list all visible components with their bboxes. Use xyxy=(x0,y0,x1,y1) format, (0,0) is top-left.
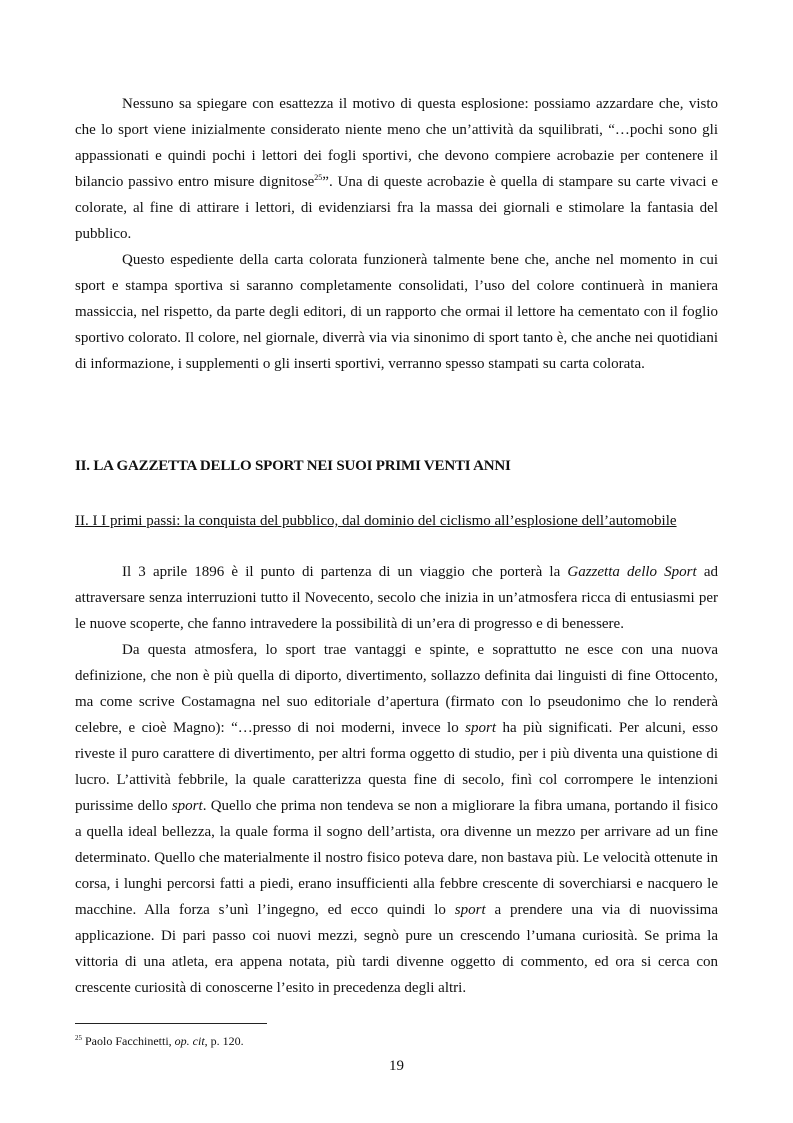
footnote-reference[interactable]: 25 xyxy=(314,173,323,182)
body-section-1 xyxy=(75,91,718,377)
paragraph: Nessuno sa spiegare con esattezza il motivo di questa esplosione: possiamo azzardare che, visto che lo sport viene inizialmente considerato niente meno che un’attività da squilibrati, “…pochi sono gli appassionati e quindi pochi i lettori dei fogli sportivi, che devono compiere acrobazie per contenere il bilancio passivo entro misure dignitose$^{25}$”. Una di queste acrobazie è quella di stampare su carte vivaci e colorate, al fine di attirare i lettori, di evidenziarsi fra la massa dei giornali e stimolare la fantasia del pubblico. xyxy=(75,96,719,242)
footnote: $^{25}$ Paolo Facchinetti, op. cit, p. 120. xyxy=(75,1034,244,1048)
paragraph: Da questa atmosfera, lo sport trae vantaggi e spinte, e soprattutto ne esce con una nuova definizione, che non è più quella di diporto, divertimento, sollazzo definita dai linguisti di fine Ottocento, ma come scrive Costamagna nel suo editoriale d’apertura (firmato con lo pseudonimo che lo renderà celebre, e cioè Magno): “…presso di noi moderni, invece lo sport ha più significati. Per alcuni, esso riveste il puro carattere di divertimento, per altri forma oggetto di studio, per i più diventa una quistione di lucro. L’attività febbrile, la quale caratterizza questa fine di secolo, finì col corrompere le intenzioni purissime dello sport. Quello che prima non tendeva se non a migliorare la fibra umana, portando il fisico a quella ideal bellezza, la quale forma il sogno dell’artista, ora divenne un mezzo per arrivare ad un fine determinato. Quello che materialmente il nostro fisico poteva dare, non bastava più. Le velocità ottenute in corsa, i lunghi percorsi fatti a piedi, erano insufficienti alla febbre crescente di soverchiarsi e nacquero le macchine. Alla forza s’unì l’ingegno, ed ecco quindi lo sport a prendere una via di nuovissima applicazione. Di pari passo coi nuovi mezzi, segnò pure un crescendo l’umana curiosità. Se prima la vittoria di una atleta, era appena notata, più tardi divenne oggetto di commento, ed ora si cerca con crescente curiosità di conoscerne l’esito in precedenza degli altri. xyxy=(75,642,719,996)
subchapter-heading: II. I I primi passi: la conquista del pubblico, dal dominio del ciclismo all’esplosione dell’automobile xyxy=(75,513,677,529)
page-number: 19 xyxy=(389,1058,404,1074)
chapter-heading: II. LA GAZZETTA DELLO SPORT NEI SUOI PRIMI VENTI ANNI xyxy=(75,458,511,474)
paragraph: Questo espediente della carta colorata funzionerà talmente bene che, anche nel momento in cui sport e stampa sportiva si saranno completamente consolidati, l’uso del colore continuerà in maniera massiccia, nel rispetto, da parte degli editori, di un rapporto che ormai il lettore ha cementato con il foglio sportivo colorato. Il colore, nel giornale, diverrà via via sinonimo di sport tanto è, che anche nei quotidiani di informazione, i supplementi o gli inserti sportivi, verranno spesso stampati su carta colorata. xyxy=(75,252,718,372)
body-section-2 xyxy=(75,559,718,1001)
paragraph: Il 3 aprile 1896 è il punto di partenza di un viaggio che porterà la Gazzetta dello Sport ad attraversare senza interruzioni tutto il Novecento, secolo che inizia in un’atmosfera ricca di entusiasmi per le nuove scoperte, che fanno intravedere la possibilità di un’era di progresso e di benessere. xyxy=(75,564,718,632)
italic-title: Gazzetta dello Sport xyxy=(567,564,697,580)
footnote-number: 25 xyxy=(75,1034,82,1042)
footnote-divider xyxy=(75,1023,267,1024)
